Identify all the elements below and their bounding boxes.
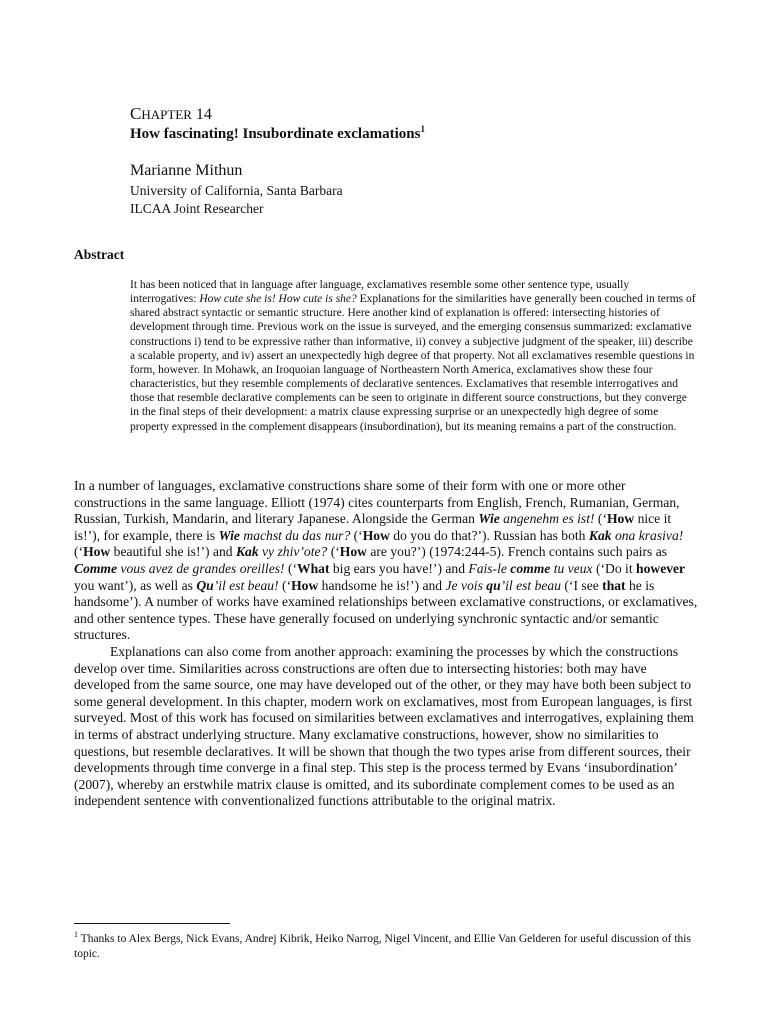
footnote-divider	[74, 923, 230, 924]
abstract-rest: Explanations for the similarities have generally been couched in terms of shared abstract syntactic or semantic structure. Here another kind of explanation is offered: intersecting histories of development through time. Previous work on the issue is surveyed, and the emerging consensus summarized: exclamative constructions i) tend to be expressive rather than informative, ii) convey a subjective judgment of the speaker, iii) describe a scalable property, and iv) assert an unexpectedly high degree of that property. Not all exclamatives resemble questions in form, however. In Mohawk, an Iroquoian language of Northeastern North America, exclamatives show these four characteristics, but they resemble complements of declarative sentences. Exclamatives that resemble interrogatives and those that resemble declarative complements can be seen to originate in different source constructions, but they converge in the final steps of their development: a matrix clause expressing surprise or an unexpectedly high degree of some property expressed in the complement disappears (insubordination), but its meaning remains a part of the construction.	[130, 293, 696, 433]
gloss-keyword: What	[297, 560, 330, 576]
gloss-keyword: How	[83, 544, 111, 560]
text-run: do you do that?’). Russian has both	[389, 527, 589, 543]
chapter-word-rest: HAPTER	[141, 107, 192, 122]
text-run: (‘	[327, 544, 340, 560]
chapter-title-text: How fascinating! Insubordinate exclamations	[130, 126, 421, 142]
abstract-text	[130, 278, 696, 434]
example-phrase: machst du das nur?	[239, 527, 351, 543]
chapter-number: 14	[195, 106, 212, 123]
example-phrase: vy zhiv’ote?	[258, 544, 328, 560]
text-run: (‘	[350, 527, 363, 543]
example-keyword: Wie	[478, 511, 500, 527]
text-run: handsome he is!’) and	[318, 577, 446, 593]
example-keyword: comme	[510, 560, 551, 576]
text-run: (‘	[594, 511, 607, 527]
example-phrase: ’il est beau!	[213, 577, 279, 593]
footnote	[74, 927, 698, 962]
example-phrase: ’il est beau	[500, 577, 562, 593]
gloss-keyword: that	[602, 577, 626, 593]
example-phrase: vous avez de grandes oreilles!	[117, 560, 285, 576]
text-run: (‘	[284, 560, 297, 576]
body-text	[74, 478, 698, 810]
title-footnote-mark: 1	[420, 124, 425, 134]
example-phrase: angenehm es ist!	[499, 511, 595, 527]
text-run: big ears you have!’) and	[329, 560, 469, 576]
footnote-mark: 1	[74, 930, 78, 939]
author-name: Marianne Mithun	[130, 162, 243, 179]
example-phrase: ona krasiva!	[611, 527, 684, 543]
abstract-heading: Abstract	[74, 247, 125, 262]
author-affiliations	[130, 182, 343, 218]
gloss-keyword: How	[362, 527, 390, 543]
example-phrase: Fais-le	[468, 560, 511, 576]
gloss-keyword: however	[636, 560, 686, 576]
footnote-text: Thanks to Alex Bergs, Nick Evans, Andrej Kibrik, Heiko Narrog, Nigel Vincent, and Ellie Van Gelderen for useful discussion of this topic.	[74, 932, 691, 960]
chapter-title	[130, 124, 425, 143]
text-run: In a number of languages, exclamative constructions share some of their form with one or more other constructions in the same language. Elliott (1974) cites counterparts from English, French, Rumanian, German, Russian, Turkish, Mandarin, and literary Japanese. Alongside the German	[74, 478, 680, 527]
chapter-label	[130, 104, 212, 124]
affiliation-ilcaa: ILCAA Joint Researcher	[130, 201, 264, 216]
text-run: he is handsome’). A number of works have examined relationships between exclamative constructions, or exclamatives, and other sentence types. These have generally focused on underlying synchronic syntactic and/or semantic structures.	[74, 577, 698, 643]
gloss-keyword: How	[339, 544, 367, 560]
text-run: you want’), as well as	[74, 577, 197, 593]
text-run: (‘	[74, 544, 84, 560]
text-run: nice it is!’), for example, there is	[74, 511, 672, 543]
text-run: beautiful she is!’) and	[110, 544, 236, 560]
affiliation-university: University of California, Santa Barbara	[130, 183, 343, 198]
text-run: (‘I see	[561, 577, 603, 593]
chapter-first-letter: C	[130, 104, 142, 123]
example-keyword: Kak	[235, 544, 259, 560]
paragraph-2: Explanations can also come from another approach: examining the processes by which the constructions develop over time. Similarities across constructions are often due to intersecting histories: both may have developed from the same source, one may have developed out of the other, or they may have both been subject to some general development. In this chapter, modern work on exclamatives, most from European languages, is first surveyed. Most of this work has focused on similarities between exclamatives and interrogatives, explaining them in terms of abstract underlying structure. Many exclamative constructions, however, show no similarities to questions, but resemble declaratives. It will be shown that though the two types arise from different sources, their developments through time converge in a final step. This step is the process termed by Evans ‘insubordination’ (2007), whereby an erstwhile matrix clause is omitted, and its subordinate complement comes to be used as an independent sentence with conventionalized functions attributable to the original matrix.	[74, 643, 694, 809]
example-keyword: Qu	[196, 577, 214, 593]
example-keyword: Comme	[74, 560, 118, 576]
example-phrase: tu veux	[550, 560, 593, 576]
paragraph-1	[74, 478, 698, 644]
text-run: (‘	[278, 577, 292, 593]
example-keyword: Kak	[588, 527, 612, 543]
example-keyword: Wie	[218, 527, 240, 543]
example-keyword: qu	[486, 577, 501, 593]
abstract-sentence-1: It has been noticed that in language after language, exclamatives resemble some other sentence type, usually interrogatives:	[130, 279, 630, 306]
abstract-example: How cute she is! How cute is she?	[199, 293, 357, 306]
example-phrase: Je vois	[445, 577, 487, 593]
text-run: are you?’) (1974:244-5). French contains such pairs as	[366, 544, 668, 560]
gloss-keyword: How	[606, 511, 635, 527]
text-run: (‘Do it	[592, 560, 637, 576]
gloss-keyword: How	[291, 577, 319, 593]
